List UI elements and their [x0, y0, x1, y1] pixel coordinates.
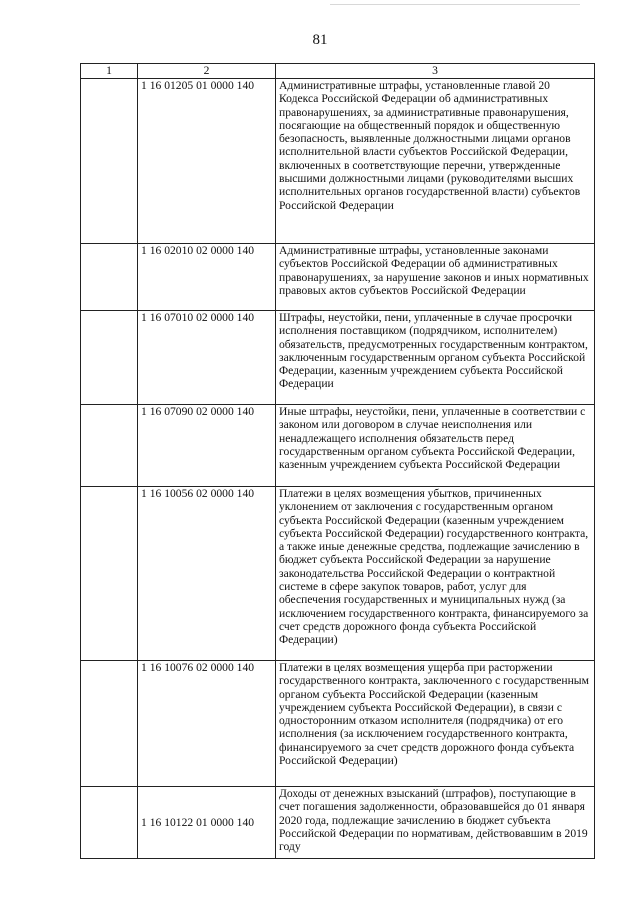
income-description: Доходы от денежных взысканий (штрафов), поступающие в счет погашения задолженности, образовавшейся до 01 января 2020 года, подлежащие зачислению в бюджет субъекта Российской Федерации по нормативам, действовавшим в 2019 году [276, 787, 595, 859]
table-header-row [81, 64, 595, 79]
budget-codes-table [80, 63, 595, 859]
budget-code: 1 16 10056 02 0000 140 [138, 487, 276, 661]
table-row [81, 79, 595, 244]
empty-cell [81, 79, 138, 244]
budget-code: 1 16 02010 02 0000 140 [138, 244, 276, 311]
budget-code: 1 16 07090 02 0000 140 [138, 405, 276, 487]
income-description: Штрафы, неустойки, пени, уплаченные в случае просрочки исполнения поставщиком (подрядчиком, исполнителем) обязательств, предусмотренных государственным контрактом, заключенным государственным органом субъекта Российской Федерации, казенным учреждением субъекта Российской Федерации [276, 311, 595, 405]
column-header-1: 1 [81, 64, 138, 79]
column-header-2: 2 [138, 64, 276, 79]
budget-code: 1 16 10076 02 0000 140 [138, 661, 276, 787]
income-description: Административные штрафы, установленные главой 20 Кодекса Российской Федерации об административных правонарушениях, за административные правонарушения, посягающие на общественный порядок и общественную безопасность, выявленные должностными лицами органов исполнительной власти субъектов Российской Федерации, включенных в соответствующие перечни, утвержденные высшими должностными лицами (руководителями высших исполнительных органов государственной власти) субъектов Российской Федерации [276, 79, 595, 244]
column-header-3: 3 [276, 64, 595, 79]
table-row [81, 405, 595, 487]
table-row [81, 311, 595, 405]
income-description: Платежи в целях возмещения ущерба при расторжении государственного контракта, заключенного с государственным органом субъекта Российской Федерации (казенным учреждением субъекта Российской Федерации), в связи с односторонним отказом исполнителя (подрядчика) от его исполнения (за исключением государственного контракта, финансируемого за счет средств дорожного фонда субъекта Российской Федерации) [276, 661, 595, 787]
table-row [81, 661, 595, 787]
income-description: Административные штрафы, установленные законами субъектов Российской Федерации об административных правонарушениях, за нарушение законов и иных нормативных правовых актов субъектов Российской Федерации [276, 244, 595, 311]
empty-cell [81, 487, 138, 661]
empty-cell [81, 311, 138, 405]
empty-cell [81, 661, 138, 787]
empty-cell [81, 405, 138, 487]
table-row [81, 487, 595, 661]
budget-code: 1 16 10122 01 0000 140 [138, 787, 276, 859]
budget-code: 1 16 01205 01 0000 140 [138, 79, 276, 244]
budget-code: 1 16 07010 02 0000 140 [138, 311, 276, 405]
income-description: Платежи в целях возмещения убытков, причиненных уклонением от заключения с государственным органом субъекта Российской Федерации (казенным учреждением субъекта Российской Федерации) государственного контракта, а также иные денежные средства, подлежащие зачислению в бюджет субъекта Российской Федерации за нарушение законодательства Российской Федерации о контрактной системе в сфере закупок товаров, работ, услуг для обеспечения государственных и муниципальных нужд (за исключением государственного контракта, финансируемого за счет средств дорожного фонда субъекта Российской Федерации) [276, 487, 595, 661]
table-row [81, 787, 595, 859]
table-row [81, 244, 595, 311]
page-number: 81 [312, 32, 328, 48]
scan-artifact-line [330, 4, 580, 5]
income-description: Иные штрафы, неустойки, пени, уплаченные в соответствии с законом или договором в случае неисполнения или ненадлежащего исполнения обязательств перед государственным органом субъекта Российской Федерации, казенным учреждением субъекта Российской Федерации [276, 405, 595, 487]
empty-cell [81, 787, 138, 859]
empty-cell [81, 244, 138, 311]
